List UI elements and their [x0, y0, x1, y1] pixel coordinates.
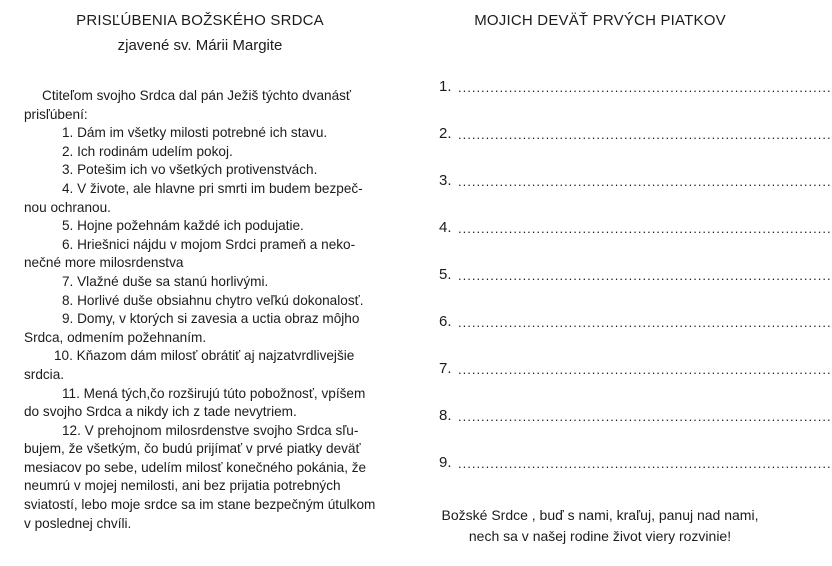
friday-entry	[439, 172, 832, 219]
friday-number: 5.	[439, 266, 452, 283]
friday-number: 4.	[439, 219, 452, 236]
promises-panel	[0, 0, 400, 566]
friday-dotted-line: .................................................................................	[458, 127, 832, 142]
friday-number: 3.	[439, 172, 452, 189]
promise-item: 7. Vlažné duše sa stanú horlivými.	[62, 273, 269, 289]
fridays-title: MOJICH DEVÄŤ PRVÝCH PIATKOV	[474, 12, 726, 29]
friday-number: 2.	[439, 125, 452, 142]
friday-dotted-line: .................................................................................	[458, 268, 832, 283]
promise-item: 6. Hriešnici nájdu v mojom Srdci prameň a neko-nečné more milosrdenstva	[24, 236, 356, 271]
friday-number: 9.	[439, 454, 452, 471]
promise-item: 9. Domy, v ktorých si zavesia a uctia obraz môjho Srdca, odmením požehnaním.	[24, 311, 360, 345]
friday-dotted-line: .................................................................................	[458, 315, 832, 330]
promise-item: 4. V živote, ale hlavne pri smrti im budem bezpeč-nou ochranou.	[24, 180, 363, 215]
friday-dotted-line: .................................................................................	[458, 221, 832, 236]
friday-number: 7.	[439, 360, 452, 377]
promises-body	[24, 87, 379, 533]
promises-title: PRISĽÚBENIA BOŽSKÉHO SRDCA	[76, 12, 324, 29]
friday-entry	[439, 360, 832, 407]
friday-entry	[439, 125, 832, 172]
prayer-line: Božské Srdce , buď s nami, kraľuj, panuj nad nami,	[441, 507, 759, 523]
friday-dotted-line: .................................................................................	[458, 409, 832, 424]
promise-item: 11. Mená tých,čo rozširujú túto pobožnosť, vpíšem do svojho Srdca a nikdy ich z tade nevytriem.	[24, 385, 366, 420]
promise-item: 2. Ich rodinám udelím pokoj.	[62, 143, 233, 159]
fridays-panel	[400, 0, 832, 566]
friday-entry	[439, 313, 832, 360]
friday-number: 6.	[439, 313, 452, 330]
promises-intro: Ctiteľom svojho Srdca dal pán Ježiš týchto dvanásť prisľúbení:	[24, 88, 352, 122]
friday-dotted-line: .................................................................................	[458, 174, 832, 189]
friday-entry	[439, 454, 832, 501]
friday-dotted-line: .................................................................................	[458, 362, 832, 377]
prayer-line: nech sa v našej rodine život viery rozvinie!	[468, 528, 732, 544]
promise-item: 12. V prehojnom milosrdenstve svojho Srdca sľu-bujem, že všetkým, čo budú prijímať v prvé piatky deväť mesiacov po sebe, udelím milosť konečného pokánia, že neumrú v mojej nemilosti, ani bez prijatia potrebných sviatostí, lebo moje srdce sa im stane bezpečným útulkom v poslednej chvíli.	[24, 422, 376, 531]
friday-number: 1.	[439, 78, 452, 95]
promise-item: 8. Horlivé duše obsiahnu chytro veľkú dokonalosť.	[62, 292, 364, 308]
prayer-text	[400, 505, 800, 547]
friday-entry	[439, 78, 832, 125]
friday-dotted-line: .................................................................................	[458, 80, 832, 95]
promise-item: 3. Potešim ich vo všetkých protivenstvách.	[62, 162, 318, 178]
promise-item: 10. Kňazom dám milosť obrátiť aj najzatvrdlivejšie srdcia.	[24, 348, 355, 382]
promises-subtitle: zjavené sv. Márii Margite	[117, 37, 283, 54]
friday-dotted-line: .................................................................................	[458, 456, 832, 471]
friday-entry	[439, 407, 832, 454]
promise-item: 1. Dám im všetky milosti potrebné ich stavu.	[62, 125, 328, 141]
friday-entry	[439, 219, 832, 266]
promise-item: 5. Hojne požehnám každé ich podujatie.	[62, 218, 304, 234]
friday-entry	[439, 266, 832, 313]
friday-number: 8.	[439, 407, 452, 424]
fridays-list	[439, 78, 832, 501]
